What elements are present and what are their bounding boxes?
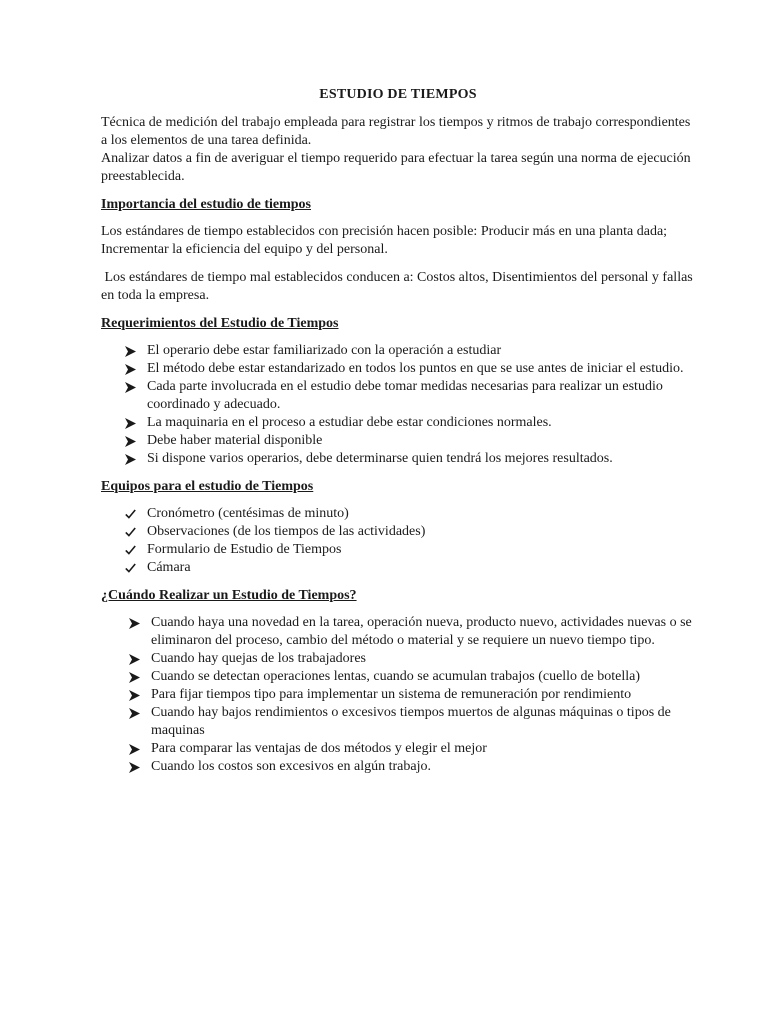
checkmark-icon <box>125 505 139 523</box>
list-item <box>101 704 695 740</box>
arrow-bullet-icon <box>125 342 139 360</box>
list-item-text: El operario debe estar familiarizado con la operación a estudiar <box>147 343 502 358</box>
arrow-bullet-icon <box>125 450 139 468</box>
requerimientos-list <box>101 342 695 468</box>
arrow-bullet-icon <box>129 758 143 776</box>
section-heading-importancia: Importancia del estudio de tiempos <box>101 197 311 212</box>
list-item <box>101 541 695 559</box>
list-item <box>101 668 695 686</box>
section-heading-cuando: ¿Cuándo Realizar un Estudio de Tiempos? <box>101 588 357 603</box>
list-item <box>101 414 695 432</box>
intro-paragraph-1: Técnica de medición del trabajo empleada para registrar los tiempos y ritmos de trabajo correspondientes a los elementos de una tarea definida. <box>101 115 691 148</box>
list-item-text: Para comparar las ventajas de dos métodos y elegir el mejor <box>151 741 487 756</box>
list-item <box>101 505 695 523</box>
list-item-text: Cámara <box>147 560 191 575</box>
arrow-bullet-icon <box>125 378 139 396</box>
arrow-bullet-icon <box>125 360 139 378</box>
list-item-text: Cronómetro (centésimas de minuto) <box>147 506 349 521</box>
arrow-bullet-icon <box>129 650 143 668</box>
arrow-bullet-icon <box>125 432 139 450</box>
list-item <box>101 559 695 577</box>
section-heading-equipos: Equipos para el estudio de Tiempos <box>101 479 314 494</box>
list-item-text: Formulario de Estudio de Tiempos <box>147 542 342 557</box>
importancia-paragraph-2: Los estándares de tiempo mal establecidos conducen a: Costos altos, Disentimientos del personal y fallas en toda la empresa. <box>101 270 693 303</box>
arrow-bullet-icon <box>129 614 143 632</box>
list-item <box>101 650 695 668</box>
list-item-text: Cada parte involucrada en el estudio debe tomar medidas necesarias para realizar un estudio coordinado y adecuado. <box>147 379 663 412</box>
checkmark-icon <box>125 559 139 577</box>
list-item-text: Cuando se detectan operaciones lentas, cuando se acumulan trabajos (cuello de botella) <box>151 669 641 684</box>
arrow-bullet-icon <box>129 704 143 722</box>
list-item-text: Cuando hay quejas de los trabajadores <box>151 651 366 666</box>
arrow-bullet-icon <box>129 740 143 758</box>
list-item-text: Cuando haya una novedad en la tarea, operación nueva, producto nuevo, actividades nuevas o se eliminaron del proceso, cambio del método o material y se requiere un nuevo tiempo tipo. <box>151 615 692 648</box>
section-heading-requerimientos: Requerimientos del Estudio de Tiempos <box>101 316 339 331</box>
list-item <box>101 360 695 378</box>
list-item <box>101 432 695 450</box>
list-item-text: Debe haber material disponible <box>147 433 323 448</box>
list-item <box>101 378 695 414</box>
list-item-text: Si dispone varios operarios, debe determinarse quien tendrá los mejores resultados. <box>147 451 613 466</box>
document-page <box>101 86 695 776</box>
list-item-text: El método debe estar estandarizado en todos los puntos en que se use antes de iniciar el estudio. <box>147 361 684 376</box>
list-item-text: Para fijar tiempos tipo para implementar un sistema de remuneración por rendimiento <box>151 687 632 702</box>
list-item <box>101 740 695 758</box>
equipos-list <box>101 505 695 577</box>
list-item <box>101 450 695 468</box>
list-item <box>101 523 695 541</box>
cuando-list <box>101 614 695 776</box>
list-item <box>101 758 695 776</box>
checkmark-icon <box>125 541 139 559</box>
list-item-text: Cuando los costos son excesivos en algún trabajo. <box>151 759 431 774</box>
page-title: ESTUDIO DE TIEMPOS <box>319 87 477 102</box>
list-item <box>101 342 695 360</box>
list-item-text: Observaciones (de los tiempos de las actividades) <box>147 524 426 539</box>
list-item <box>101 686 695 704</box>
importancia-paragraph-1: Los estándares de tiempo establecidos con precisión hacen posible: Producir más en una planta dada; Incrementar la eficiencia del equipo y del personal. <box>101 224 668 257</box>
arrow-bullet-icon <box>129 686 143 704</box>
arrow-bullet-icon <box>125 414 139 432</box>
list-item-text: La maquinaria en el proceso a estudiar debe estar condiciones normales. <box>147 415 552 430</box>
list-item <box>101 614 695 650</box>
arrow-bullet-icon <box>129 668 143 686</box>
intro-paragraph-2: Analizar datos a fin de averiguar el tiempo requerido para efectuar la tarea según una norma de ejecución preestablecida. <box>101 151 691 184</box>
list-item-text: Cuando hay bajos rendimientos o excesivos tiempos muertos de algunas máquinas o tipos de maquinas <box>151 705 671 738</box>
checkmark-icon <box>125 523 139 541</box>
